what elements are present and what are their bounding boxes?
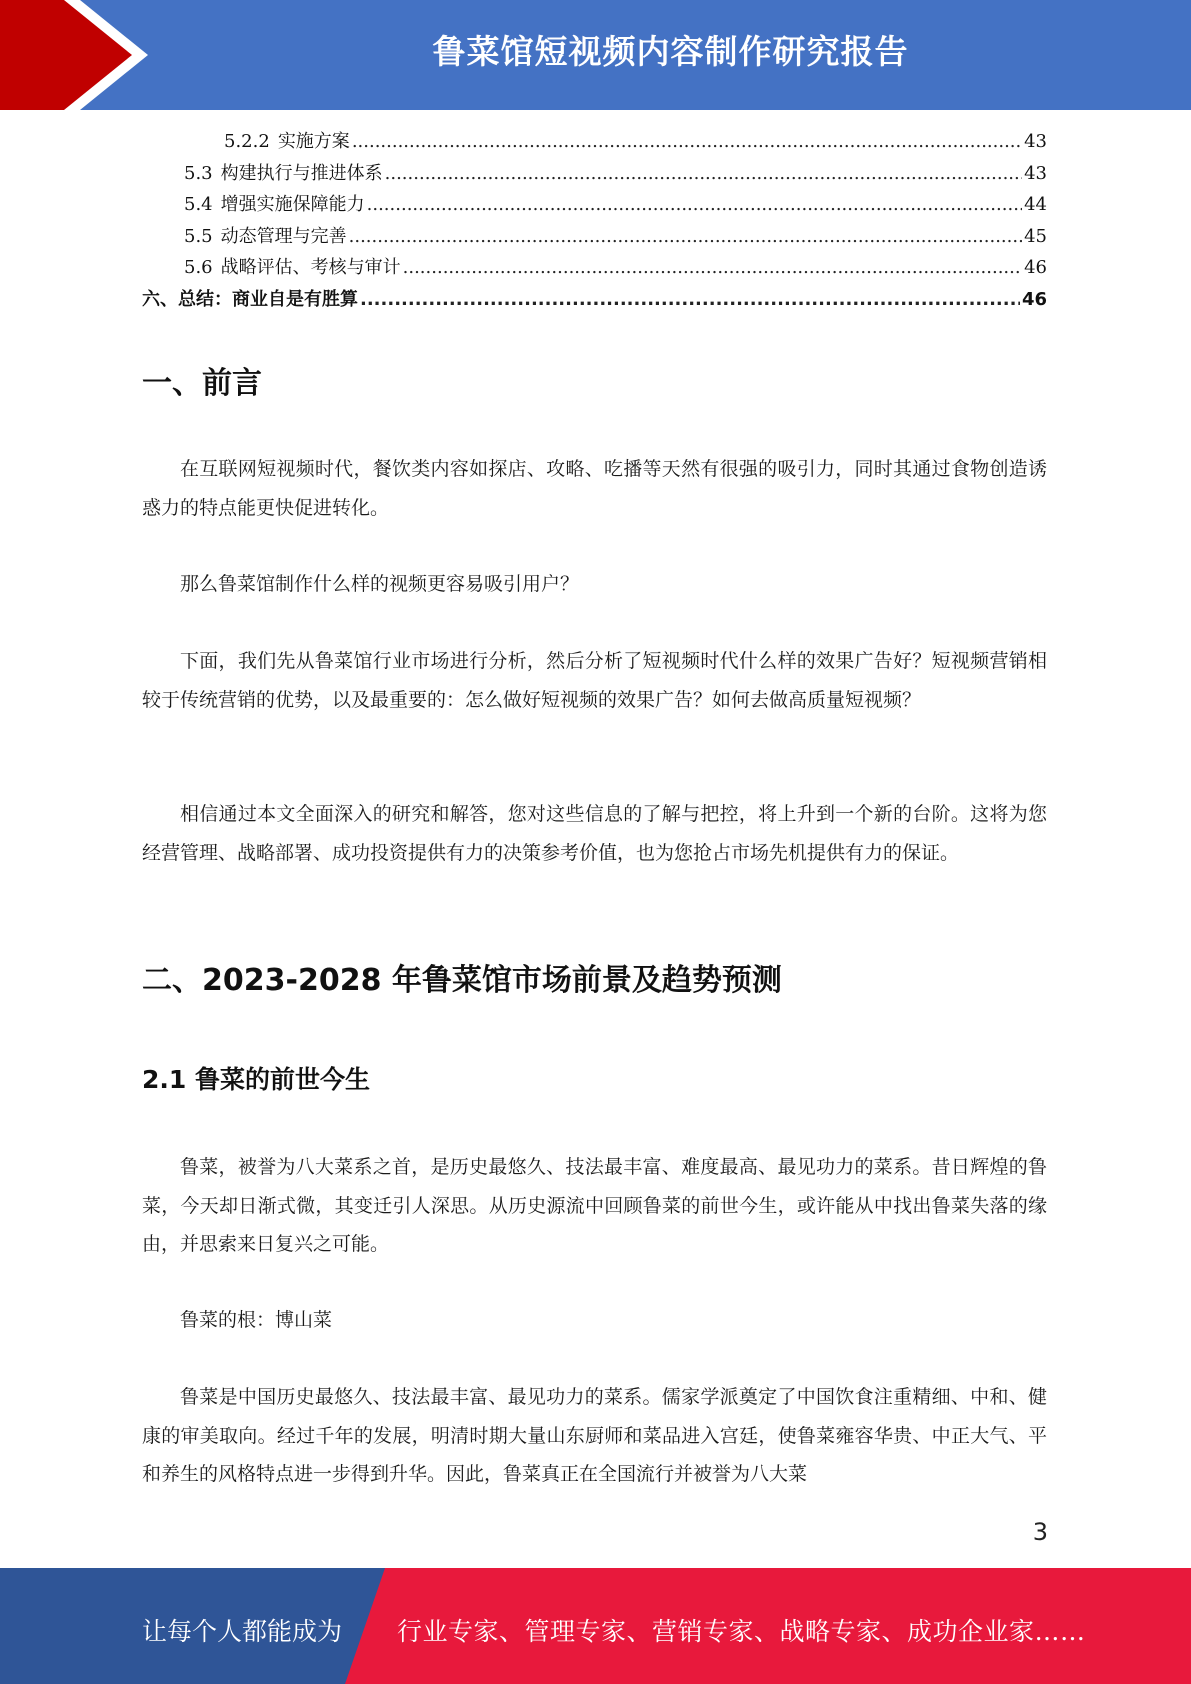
body-paragraph: 鲁菜的根：博山菜	[180, 1309, 333, 1331]
toc-entry[interactable]	[142, 222, 1047, 254]
toc-entry-label: 战略评估、考核与审计	[220, 257, 401, 278]
toc-entry-page: 44	[1024, 194, 1047, 215]
toc-entry[interactable]	[142, 190, 1047, 222]
section-heading-preface: 一、前言	[142, 366, 262, 401]
toc-entry-label: 总结：商业自是有胜算	[178, 288, 358, 310]
toc-entry[interactable]	[142, 285, 1047, 317]
toc-entry-label: 实施方案	[277, 131, 350, 152]
body-paragraph: 下面，我们先从鲁菜馆行业市场进行分析，然后分析了短视频时代什么样的效果广告好？短视频营销相较于传统营销的优势，以及最重要的：怎么做好短视频的效果广告？如何去做高质量短视频？	[142, 650, 1047, 711]
toc-entry-number: 5.4	[184, 194, 213, 215]
table-of-contents	[142, 127, 1047, 316]
toc-leader-dots	[385, 163, 1022, 184]
toc-entry-number: 5.6	[184, 257, 213, 278]
page-header	[0, 0, 1191, 110]
toc-entry-number: 六、	[142, 288, 178, 310]
toc-leader-dots	[360, 289, 1020, 310]
toc-entry-label: 动态管理与完善	[220, 225, 347, 247]
toc-entry[interactable]	[142, 127, 1047, 159]
toc-leader-dots	[349, 226, 1022, 247]
body-paragraph: 相信通过本文全面深入的研究和解答，您对这些信息的了解与把控，将上升到一个新的台阶。这将为您经营管理、战略部署、成功投资提供有力的决策参考价值，也为您抢占市场先机提供有力的保证。	[142, 803, 1047, 864]
page-footer	[0, 1568, 1191, 1684]
toc-entry-label: 增强实施保障能力	[220, 194, 365, 215]
toc-entry-number: 5.2.2	[224, 131, 270, 152]
toc-entry-page: 43	[1024, 131, 1047, 152]
toc-leader-dots	[403, 257, 1022, 278]
toc-entry-page: 43	[1024, 162, 1047, 184]
section-heading-market-outlook: 二、2023-2028 年鲁菜馆市场前景及趋势预测	[142, 963, 782, 998]
toc-leader-dots	[352, 131, 1022, 152]
body-paragraph: 鲁菜，被誉为八大菜系之首，是历史最悠久、技法最丰富、难度最高、最见功力的菜系。昔日辉煌的鲁菜，今天却日渐式微，其变迁引人深思。从历史源流中回顾鲁菜的前世今生，或许能从中找出鲁菜失落的缘由，并思索来日复兴之可能。	[142, 1156, 1047, 1255]
footer-slogan-right: 行业专家、管理专家、营销专家、战略专家、成功企业家……	[397, 1617, 1086, 1646]
page-number: 3	[1032, 1518, 1048, 1546]
toc-entry-number: 5.5	[184, 225, 213, 247]
toc-entry-number: 5.3	[184, 162, 213, 184]
toc-entry[interactable]	[142, 253, 1047, 285]
subsection-heading: 2.1 鲁菜的前世今生	[142, 1065, 370, 1094]
body-paragraph: 鲁菜是中国历史最悠久、技法最丰富、最见功力的菜系。儒家学派奠定了中国饮食注重精细、中和、健康的审美取向。经过千年的发展，明清时期大量山东厨师和菜品进入宫廷，使鲁菜雍容华贵、中正大气、平和养生的风格特点进一步得到升华。因此，鲁菜真正在全国流行并被誉为八大菜	[142, 1386, 1047, 1485]
body-paragraph: 那么鲁菜馆制作什么样的视频更容易吸引用户？	[180, 573, 580, 595]
report-title: 鲁菜馆短视频内容制作研究报告	[432, 32, 909, 71]
toc-entry-label: 构建执行与推进体系	[220, 162, 383, 184]
toc-entry-page: 45	[1024, 225, 1047, 247]
toc-entry-page: 46	[1024, 257, 1047, 278]
body-paragraph: 在互联网短视频时代，餐饮类内容如探店、攻略、吃播等天然有很强的吸引力，同时其通过食物创造诱惑力的特点能更快促进转化。	[142, 458, 1047, 519]
toc-entry[interactable]	[142, 159, 1047, 191]
footer-slogan-left: 让每个人都能成为	[142, 1617, 343, 1646]
toc-leader-dots	[367, 194, 1022, 215]
toc-entry-page: 46	[1021, 288, 1047, 310]
